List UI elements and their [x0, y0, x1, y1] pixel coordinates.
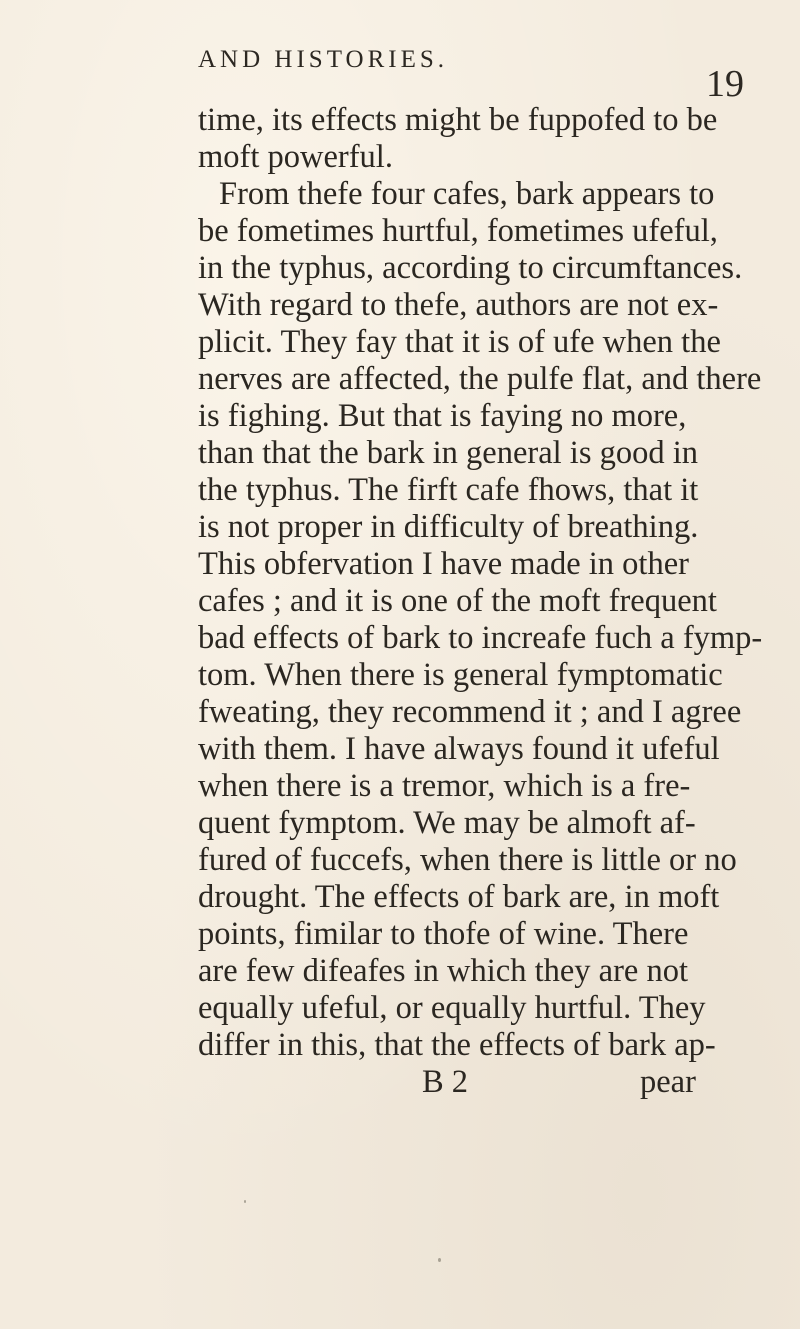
text-line: cafes ; and it is one of the moft frequent — [198, 583, 717, 619]
text-line: fured of fuccefs, when there is little or no — [198, 842, 737, 878]
text-line: are few difeafes in which they are not — [198, 953, 688, 989]
text-line: drought. The effects of bark are, in moft — [198, 879, 720, 915]
text-line: equally ufeful, or equally hurtful. They — [198, 990, 706, 1026]
running-head: AND HISTORIES. — [198, 46, 448, 73]
text-line: in the typhus, according to circumftances. — [198, 250, 743, 286]
text-line: be fometimes hurtful, fometimes ufeful, — [198, 213, 718, 249]
text-line: From thefe four cafes, bark appears to — [219, 176, 715, 212]
text-line: bad effects of bark to increafe fuch a fymp- — [198, 620, 763, 656]
catchword: pear — [640, 1064, 696, 1100]
text-line: moft powerful. — [198, 139, 393, 175]
text-line: is not proper in difficulty of breathing. — [198, 509, 699, 545]
text-line: fweating, they recommend it ; and I agree — [198, 694, 742, 730]
text-line: With regard to thefe, authors are not ex- — [198, 287, 719, 323]
text-line: with them. I have always found it ufeful — [198, 731, 720, 767]
text-line: is fighing. But that is faying no more, — [198, 398, 687, 434]
signature-mark: B 2 — [422, 1064, 469, 1100]
paper-speck — [244, 1200, 246, 1203]
text-line: than that the bark in general is good in — [198, 435, 699, 471]
text-line: points, fimilar to thofe of wine. There — [198, 916, 689, 952]
page-number: 19 — [706, 63, 744, 105]
text-line: This obfervation I have made in other — [198, 546, 689, 582]
text-line: plicit. They fay that it is of ufe when the — [198, 324, 721, 360]
text-line: nerves are affected, the pulfe flat, and there — [198, 361, 762, 397]
text-line: differ in this, that the effects of bark ap- — [198, 1027, 716, 1063]
paper-speck — [438, 1258, 441, 1262]
text-line: the typhus. The firft cafe fhows, that it — [198, 472, 699, 508]
text-line: time, its effects might be fuppofed to be — [198, 102, 718, 138]
text-line: quent fymptom. We may be almoft af- — [198, 805, 696, 841]
text-line: when there is a tremor, which is a fre- — [198, 768, 691, 804]
text-line: tom. When there is general fymptomatic — [198, 657, 723, 693]
